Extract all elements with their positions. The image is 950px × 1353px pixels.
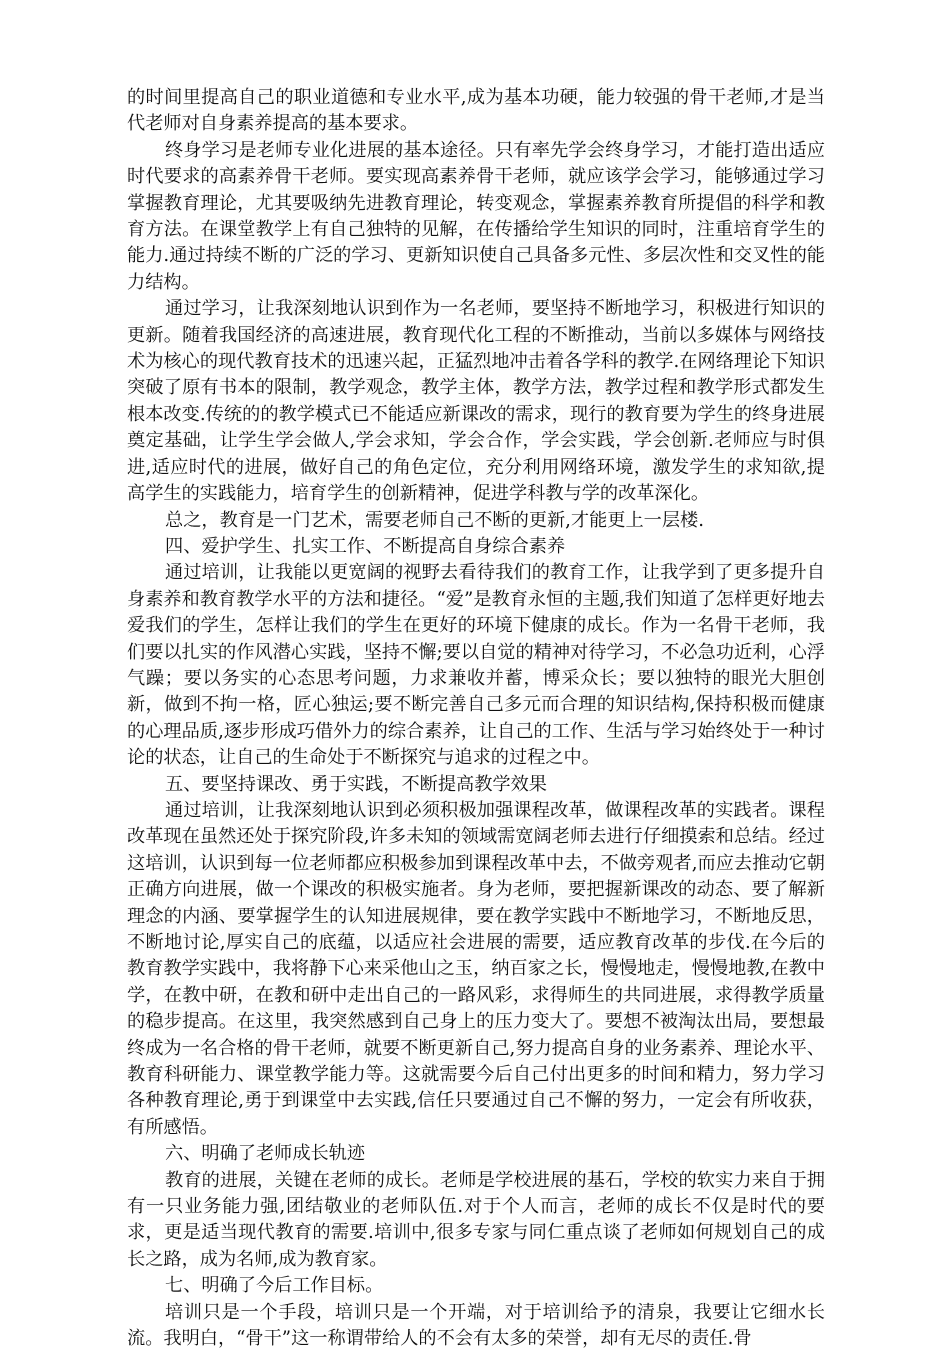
section-heading-7: 七、明确了今后工作目标。 <box>165 1275 384 1297</box>
paragraph-curriculum-reform: 通过培训，让我深刻地认识到必须积极加强课程改革，做课程改革的实践者。课程改革现在虽然还处于探究阶段,许多未知的领域需宽阔老师去进行仔细摸索和总结。经过这培训，认识到每一位老师都应积极参加到课程改革中去，不做旁观者,而应去推动它朝正确方向进展，做一个课改的积极实施者。身为老师，要把握新课改的动态、要了解新理念的内涵、要掌握学生的认知进展规律，要在教学实践中不断地学习，不断地反思，不断地讨论,厚实自己的底蕴，以适应社会进展的需要，适应教育改革的步伐.在今后的教育教学实践中，我将静下心来采他山之玉，纳百家之长，慢慢地走，慢慢地教,在教中学，在教中研，在教和研中走出自己的一路风彩，求得师生的共同进展，求得教学质量的稳步提高。在这里，我突然感到自己身上的压力变大了。要想不被淘汰出局，要想最终成为一名合格的骨干老师，就要不断更新自己,努力提高自身的业务素养、理论水平、教育科研能力、课堂教学能力等。这就需要今后自己付出更多的时间和精力，努力学习各种教育理论,勇于到课堂中去实践,信任只要通过自己不懈的努力，一定会有所收获，有所感悟。 <box>127 799 825 1138</box>
paragraph-training-care: 通过培训，让我能以更宽阔的视野去看待我们的教育工作，让我学到了更多提升自身素养和教育教学水平的方法和捷径。“爱”是教育永恒的主题,我们知道了怎样更好地去爱我们的学生，怎样让我们的学生在更好的环境下健康的成长。作为一名骨干老师，我们要以扎实的作风潜心实践，坚持不懈;要以自觉的精神对待学习，不必急功近利，心浮气躁；要以务实的心态思考问题，力求兼收并蓄，博采众长；要以独特的眼光大胆创新，做到不拘一格，匠心独运;要不断完善自己多元而合理的知识结构,保持积极而健康的心理品质,逐步形成巧借外力的综合素养，让自己的工作、生活与学习始终处于一种讨论的状态，让自己的生命处于不断探究与追求的过程之中。 <box>127 562 825 769</box>
paragraph-lifelong-learning: 终身学习是老师专业化进展的基本途径。只有率先学会终身学习，才能打造出适应时代要求的高素养骨干老师。要实现高素养骨干老师，就应该学会学习，能够通过学习掌握教育理论，尤其要吸纳先进教育理论，转变观念，掌握素养教育所提倡的科学和教育方法。在课堂教学上有自己独特的见解，在传播给学生知识的同时，注重培育学生的能力.通过持续不断的广泛的学习、更新知识使自己具备多元性、多层次性和交叉性的能力结构。 <box>127 139 825 293</box>
paragraph-summary: 总之，教育是一门艺术，需要老师自己不断的更新,才能更上一层楼. <box>165 509 705 531</box>
paragraph-training-means: 培训只是一个手段，培训只是一个开端，对于培训给予的清泉，我要让它细水长流。我明白，“骨干”这一称谓带给人的不会有太多的荣誉，却有无尽的责任.骨 <box>127 1301 825 1350</box>
paragraph-teacher-growth: 教育的进展，关键在老师的成长。老师是学校进展的基石，学校的软实力来自于拥有一只业务能力强,团结敬业的老师队伍.对于个人而言，老师的成长不仅是时代的要求，更是适当现代教育的需要.培训中,很多专家与同仁重点谈了老师如何规划自己的成长之路，成为名师,成为教育家。 <box>127 1169 825 1270</box>
paragraph-continuation: 的时间里提高自己的职业道德和专业水平,成为基本功硬，能力较强的骨干老师,才是当代老师对自身素养提高的基本要求。 <box>127 87 825 135</box>
section-heading-4: 四、爱护学生、扎实工作、不断提高自身综合素养 <box>165 535 566 557</box>
section-heading-5: 五、要坚持课改、勇于实践，不断提高教学效果 <box>165 773 547 795</box>
document-body <box>127 85 825 1353</box>
paragraph-through-learning: 通过学习，让我深刻地认识到作为一名老师，要坚持不断地学习，积极进行知识的更新。随着我国经济的高速进展，教育现代化工程的不断推动，当前以多媒体与网络技术为核心的现代教育技术的迅速兴起，正猛烈地冲击着各学科的教学.在网络理论下知识突破了原有书本的限制，教学观念，教学主体，教学方法，教学过程和教学形式都发生根本改变.传统的的教学模式已不能适应新课改的需求，现行的教育要为学生的终身进展奠定基础，让学生学会做人,学会求知，学会合作，学会实践，学会创新.老师应与时俱进,适应时代的进展，做好自己的角色定位，充分利用网络环境，激发学生的求知欲,提高学生的实践能力，培育学生的创新精神，促进学科教与学的改革深化。 <box>127 298 825 505</box>
section-heading-6: 六、明确了老师成长轨迹 <box>165 1143 366 1165</box>
